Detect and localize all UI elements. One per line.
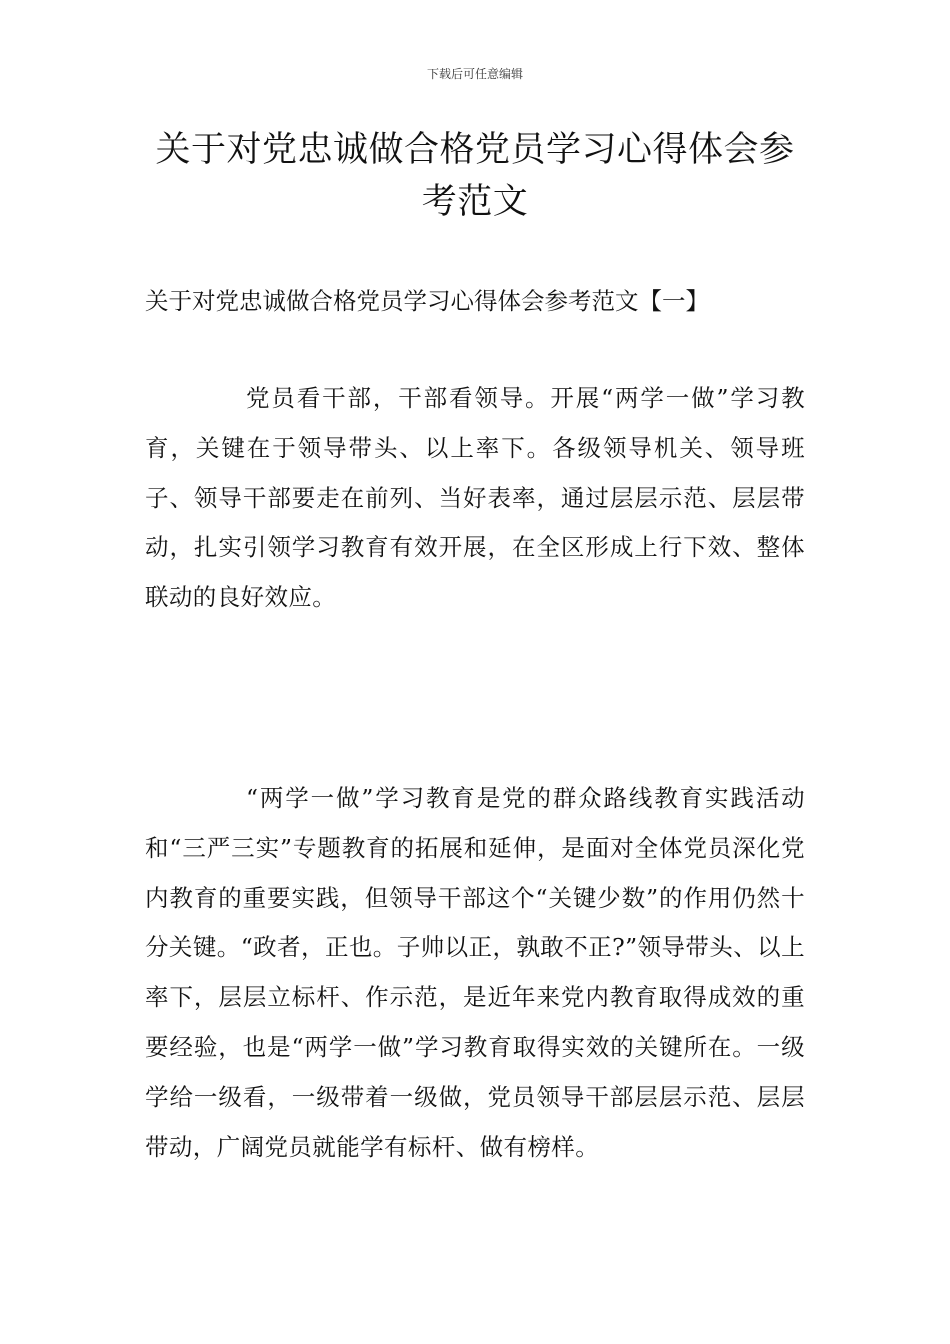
document-title: 关于对党忠诚做合格党员学习心得体会参考范文 xyxy=(155,130,795,222)
body-paragraph-1: 党员看干部，干部看领导。开展“两学一做”学习教育，关键在于领导带头、以上率下。各级领导机关、领导班子、领导干部要走在前列、当好表率，通过层层示范、层层带动，扎实引领学习教育有效开展，在全区形成上行下效、整体联动的良好效应。 xyxy=(145,384,805,612)
section-heading: 关于对党忠诚做合格党员学习心得体会参考范文【一】 xyxy=(145,287,709,315)
header-note: 下载后可任意编辑 xyxy=(426,67,523,81)
body-paragraph-2: “两学一做”学习教育是党的群众路线教育实践活动和“三严三实”专题教育的拓展和延伸，是面对全体党员深化党内教育的重要实践，但领导干部这个“关键少数”的作用仍然十分关键。“政者，正也。子帅以正，孰敢不正?”领导带头、以上率下，层层立标杆、作示范，是近年来党内教育取得成效的重要经验，也是“两学一做”学习教育取得实效的关键所在。一级学给一级看，一级带着一级做，党员领导干部层层示范、层层带动，广阔党员就能学有标杆、做有榜样。 xyxy=(145,784,805,1161)
